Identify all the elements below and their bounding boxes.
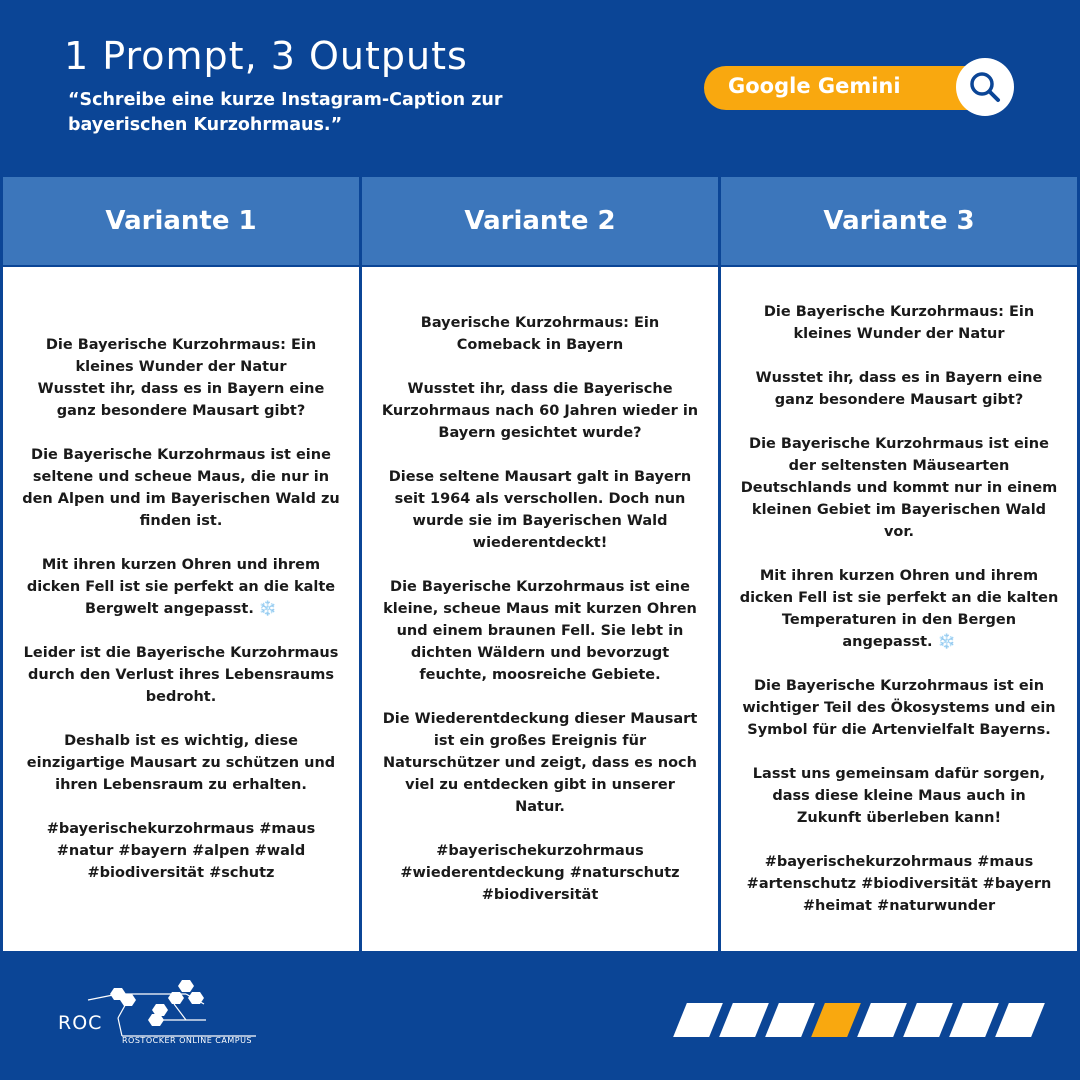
column-variante-2: [361, 176, 719, 952]
progress-segment: [903, 1003, 953, 1037]
search-pill[interactable]: [704, 64, 1014, 118]
caption-paragraph: Leider ist die Bayerische Kurzohrmaus durch den Verlust ihres Lebensraums bedroht.: [23, 645, 339, 705]
column-variante-1: [2, 176, 360, 952]
column-header: [361, 176, 719, 266]
column-title: Variante 2: [464, 206, 616, 236]
search-pill-label: Google Gemini: [728, 74, 901, 98]
column-body: [2, 266, 360, 952]
progress-segment: [673, 1003, 723, 1037]
progress-segment: [949, 1003, 999, 1037]
column-header: [2, 176, 360, 266]
hashtag-paragraph: #bayerischekurzohrmaus #maus #natur #bayern #alpen #wald #biodiversität #schutz: [46, 821, 316, 881]
caption-paragraph: Die Wiederentdeckung dieser Mausart ist ein großes Ereignis für Naturschützer und zeigt, dass es noch viel zu entdecken gibt in unserer Natur.: [382, 711, 698, 815]
caption-paragraph: Diese seltene Mausart galt in Bayern seit 1964 als verschollen. Doch nun wurde sie im Bayerischen Wald wiederentdeckt!: [388, 469, 692, 551]
search-pill-background: [704, 66, 994, 110]
progress-segment: [995, 1003, 1045, 1037]
caption-paragraph: Die Bayerische Kurzohrmaus ist eine kleine, scheue Maus mit kurzen Ohren und einem braunen Fell. Sie lebt in dichten Wäldern und bevorzugt feuchte, moosreiche Gebiete.: [383, 579, 697, 683]
page-title: 1 Prompt, 3 Outputs: [64, 34, 468, 78]
hashtag-paragraph: #bayerischekurzohrmaus #wiederentdeckung #naturschutz #biodiversität: [400, 843, 680, 903]
column-title: Variante 3: [823, 206, 975, 236]
search-icon: [968, 70, 1002, 104]
column-variante-3: [720, 176, 1078, 952]
search-button[interactable]: [956, 58, 1014, 116]
caption-paragraph: Wusstet ihr, dass es in Bayern eine ganz besondere Mausart gibt?: [755, 370, 1043, 408]
caption-paragraph: Die Bayerische Kurzohrmaus ist eine der seltensten Mäusearten Deutschlands und kommt nur in einem kleinen Gebiet im Bayerischen Wald vor.: [740, 436, 1058, 540]
progress-segment: [857, 1003, 907, 1037]
slide-progress-indicator: [672, 1003, 1052, 1037]
progress-segment: [765, 1003, 815, 1037]
logo-text: ROC: [58, 1012, 103, 1034]
caption-paragraph: Wusstet ihr, dass die Bayerische Kurzohrmaus nach 60 Jahren wieder in Bayern gesichtet wurde?: [381, 381, 699, 441]
prompt-text: “Schreibe eine kurze Instagram-Caption zur bayerischen Kurzohrmaus.”: [68, 90, 503, 135]
caption-paragraph: Die Bayerische Kurzohrmaus: Ein kleines Wunder der Natur Wusstet ihr, dass es in Bayern eine ganz besondere Mausart gibt?: [37, 337, 325, 419]
progress-segment: [719, 1003, 769, 1037]
comparison-table: [2, 176, 1078, 952]
column-title: Variante 1: [105, 206, 257, 236]
caption-paragraph: Mit ihren kurzen Ohren und ihrem dicken Fell ist sie perfekt an die kalte Bergwelt angepasst. ❄️: [26, 557, 336, 617]
caption-paragraph: Mit ihren kurzen Ohren und ihrem dicken Fell ist sie perfekt an die kalten Temperaturen in den Bergen angepasst. ❄️: [739, 568, 1059, 650]
roc-logo: [56, 974, 276, 1054]
caption-paragraph: Lasst uns gemeinsam dafür sorgen, dass diese kleine Maus auch in Zukunft überleben kann!: [752, 766, 1046, 826]
hashtag-paragraph: #bayerischekurzohrmaus #maus #artenschutz #biodiversität #bayern #heimat #naturwunder: [746, 854, 1052, 914]
progress-segment-active: [811, 1003, 861, 1037]
logo-subtitle: ROSTOCKER ONLINE CAMPUS: [122, 1036, 253, 1045]
column-header: [720, 176, 1078, 266]
caption-paragraph: Die Bayerische Kurzohrmaus: Ein kleines Wunder der Natur: [763, 304, 1035, 342]
caption-paragraph: Die Bayerische Kurzohrmaus ist ein wichtiger Teil des Ökosystems und ein Symbol für die Artenvielfalt Bayerns.: [742, 678, 1056, 738]
caption-paragraph: Bayerische Kurzohrmaus: Ein Comeback in Bayern: [420, 315, 660, 353]
caption-paragraph: Deshalb ist es wichtig, diese einzigartige Mausart zu schützen und ihren Lebensraum zu erhalten.: [26, 733, 336, 793]
column-body: [720, 266, 1078, 952]
column-body: [361, 266, 719, 952]
caption-paragraph: Die Bayerische Kurzohrmaus ist eine seltene und scheue Maus, die nur in den Alpen und im Bayerischen Wald zu finden ist.: [22, 447, 340, 529]
